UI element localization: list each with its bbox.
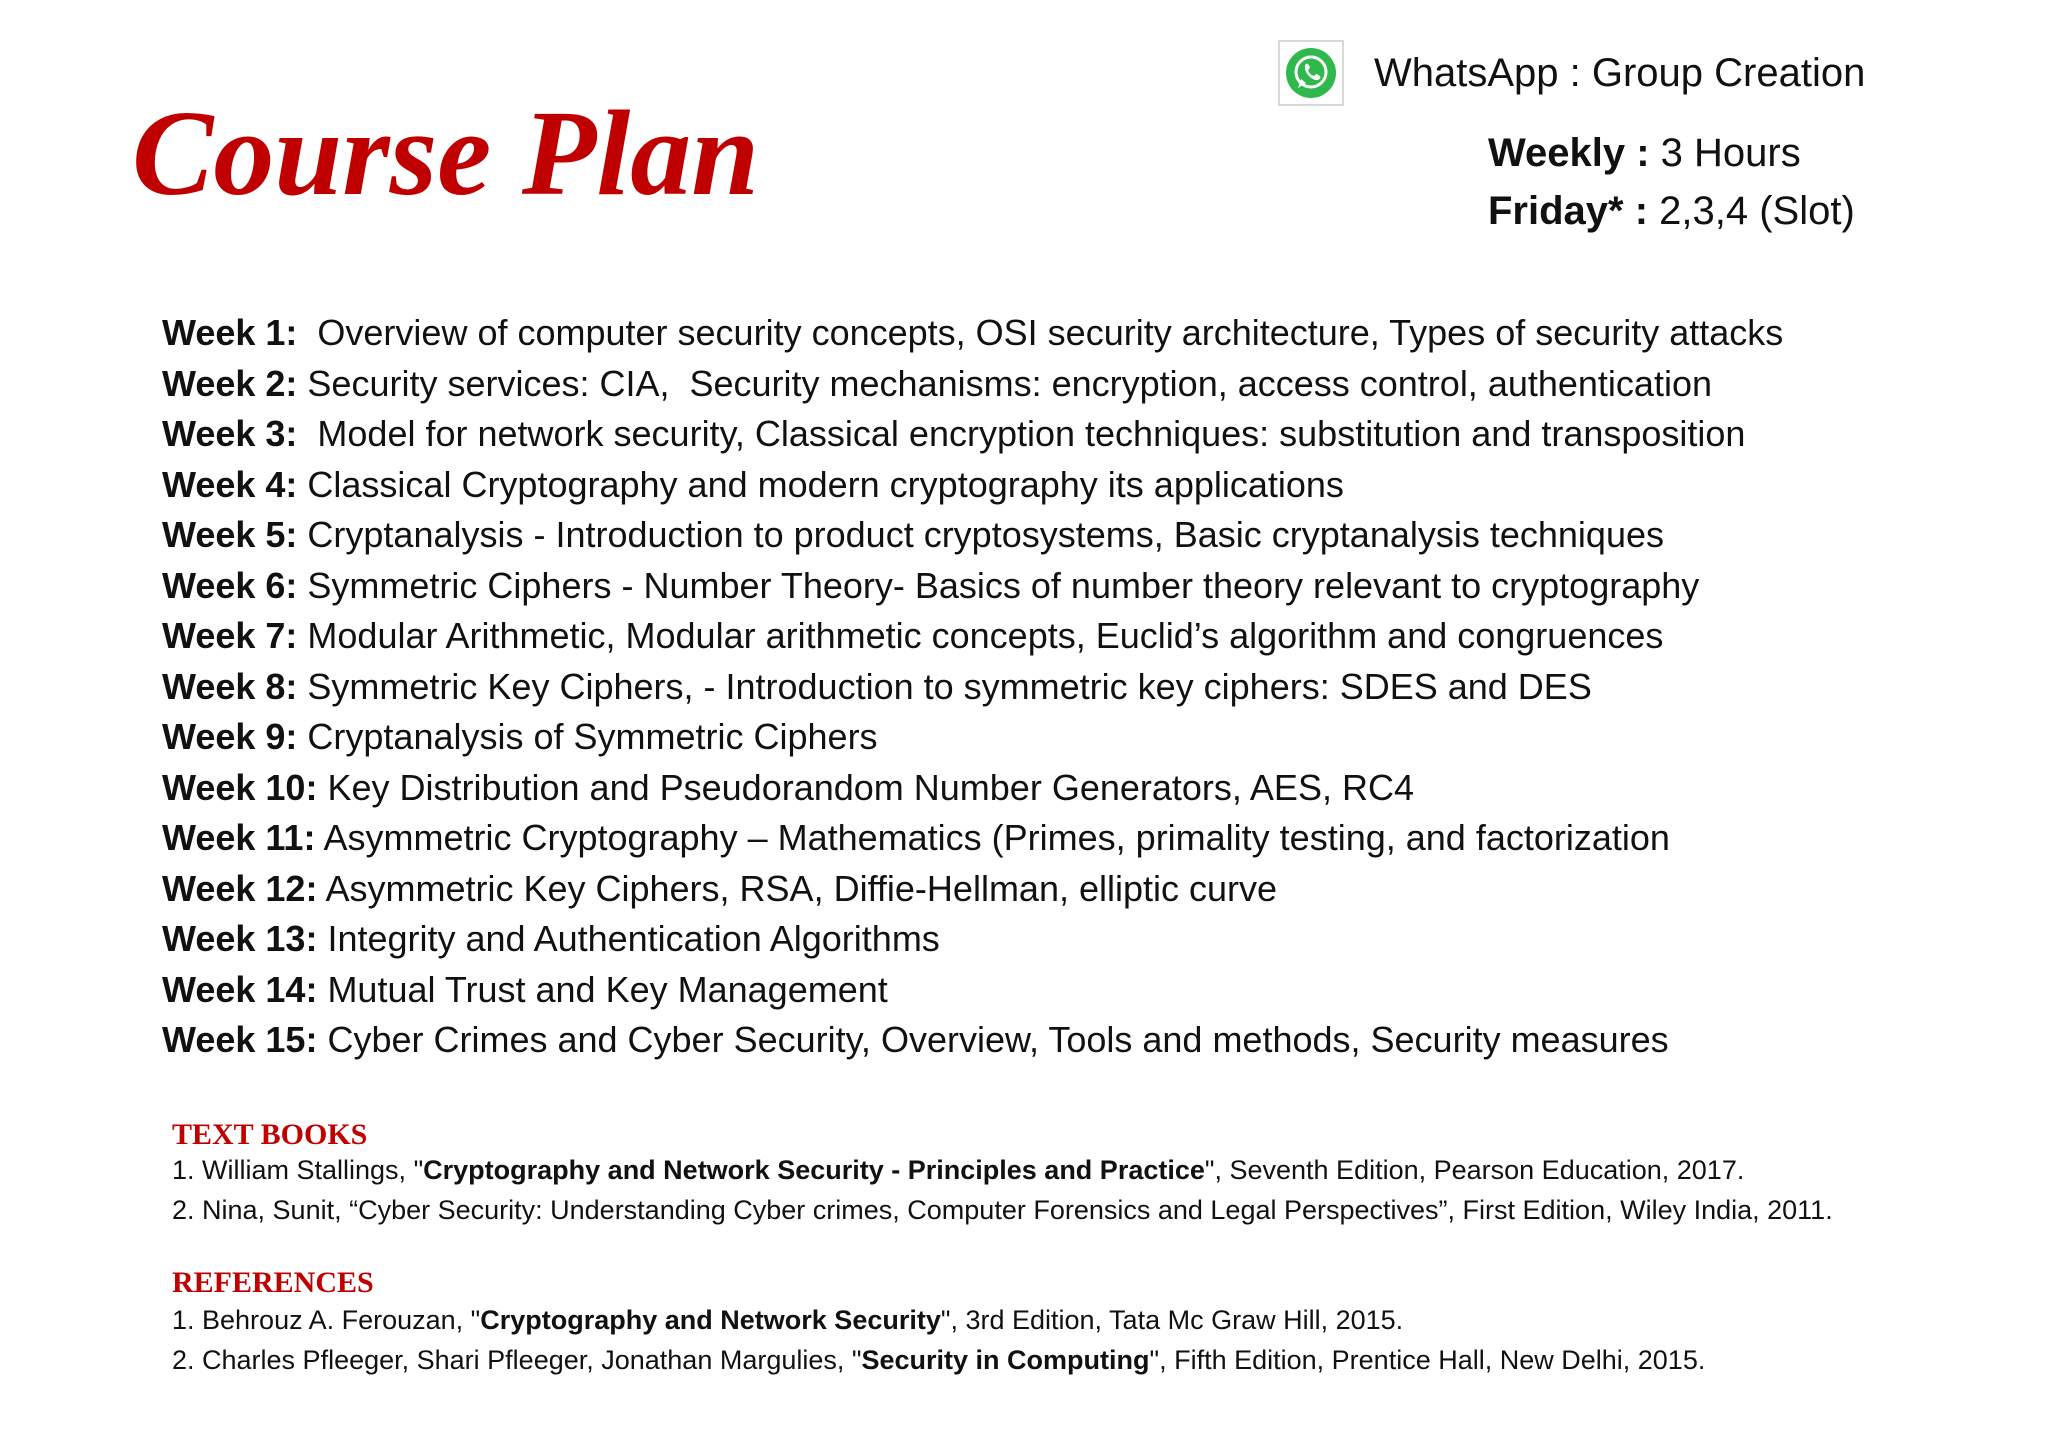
friday-label: Friday* : (1488, 189, 1649, 233)
week-topic: Mutual Trust and Key Management (317, 968, 888, 1010)
week-row (162, 864, 2022, 915)
week-row (162, 561, 2022, 612)
list-item (172, 1190, 1833, 1230)
week-topic: Asymmetric Key Ciphers, RSA, Diffie-Hellman, elliptic curve (317, 867, 1278, 909)
item-title: Cryptography and Network Security - Principles and Practice (423, 1155, 1205, 1185)
week-label: Week 3: (162, 413, 298, 454)
references-heading: REFERENCES (172, 1266, 374, 1299)
week-label: Week 15: (162, 1019, 318, 1060)
item-text: 2. Charles Pfleeger, Shari Pfleeger, Jonathan Margulies, " (172, 1345, 862, 1375)
list-item (172, 1150, 1833, 1190)
week-topic: Modular Arithmetic, Modular arithmetic concepts, Euclid’s algorithm and congruences (297, 615, 1664, 656)
list-item (172, 1340, 1705, 1380)
week-row (162, 409, 2022, 460)
week-label: Week 10: (162, 766, 318, 808)
item-text: 2. Nina, Sunit, “Cyber Security: Understanding Cyber crimes, Computer Forensics and Legal Perspectives”, First Edition, Wiley India, 2011. (172, 1195, 1833, 1225)
week-label: Week 2: (162, 362, 298, 404)
week-label: Week 4: (162, 463, 298, 505)
item-title: Cryptography and Network Security (480, 1305, 941, 1335)
week-row (162, 914, 2022, 965)
week-row (162, 308, 2022, 359)
weekly-label: Weekly : (1488, 131, 1650, 175)
week-label: Week 8: (162, 665, 298, 707)
week-row (162, 510, 2022, 561)
week-row (162, 965, 2022, 1016)
weekly-topics-list (162, 308, 2022, 1066)
week-row (162, 460, 2022, 511)
page-title: Course Plan (132, 86, 760, 221)
list-item (172, 1300, 1705, 1340)
item-text: ", 3rd Edition, Tata Mc Graw Hill, 2015. (940, 1305, 1404, 1335)
whatsapp-label: WhatsApp : Group Creation (1374, 50, 1866, 95)
week-topic: Key Distribution and Pseudorandom Number Generators, AES, RC4 (317, 766, 1414, 808)
whatsapp-group-link[interactable] (1278, 40, 1865, 106)
week-topic: Symmetric Ciphers - Number Theory- Basics of number theory relevant to cryptography (297, 564, 1700, 606)
item-text: ", Seventh Edition, Pearson Education, 2017. (1204, 1155, 1745, 1185)
week-label: Week 12: (162, 867, 318, 909)
week-label: Week 9: (162, 716, 298, 757)
week-row (162, 1015, 2022, 1066)
week-topic: Classical Cryptography and modern cryptography its applications (297, 463, 1344, 505)
week-label: Week 7: (162, 615, 298, 656)
week-topic: Overview of computer security concepts, OSI security architecture, Types of security attacks (297, 312, 1784, 353)
week-label: Week 1: (162, 312, 298, 353)
week-label: Week 5: (162, 514, 298, 555)
schedule-info (1488, 124, 1855, 240)
item-text: 1. Behrouz A. Ferouzan, " (172, 1305, 481, 1335)
item-text: ", Fifth Edition, Prentice Hall, New Delhi, 2015. (1149, 1345, 1706, 1375)
item-title: Security in Computing (861, 1345, 1150, 1375)
text-books-heading: TEXT BOOKS (172, 1118, 368, 1151)
references-list (172, 1300, 1705, 1380)
week-label: Week 11: (162, 817, 316, 858)
week-topic: Cryptanalysis - Introduction to product cryptosystems, Basic cryptanalysis techniques (297, 514, 1664, 555)
weekly-hours (1488, 124, 1855, 182)
week-row (162, 359, 2022, 410)
week-topic: Asymmetric Cryptography – Mathematics (Primes, primality testing, and factorization (315, 817, 1670, 858)
friday-value: 2,3,4 (Slot) (1648, 189, 1855, 233)
week-topic: Integrity and Authentication Algorithms (317, 918, 940, 959)
week-row (162, 662, 2022, 713)
week-label: Week 13: (162, 918, 318, 959)
weekly-value: 3 Hours (1649, 131, 1801, 175)
week-label: Week 6: (162, 564, 298, 606)
week-label: Week 14: (162, 968, 318, 1010)
week-topic: Model for network security, Classical encryption techniques: substitution and transposition (297, 413, 1746, 454)
friday-slots (1488, 182, 1855, 240)
text-books-list (172, 1150, 1833, 1230)
week-row (162, 813, 2022, 864)
week-topic: Cyber Crimes and Cyber Security, Overview, Tools and methods, Security measures (317, 1019, 1669, 1060)
whatsapp-icon (1278, 40, 1344, 106)
week-topic: Security services: CIA, Security mechanisms: encryption, access control, authentication (297, 362, 1712, 404)
week-row (162, 611, 2022, 662)
week-row (162, 763, 2022, 814)
week-topic: Cryptanalysis of Symmetric Ciphers (297, 716, 878, 757)
week-row (162, 712, 2022, 763)
item-text: 1. William Stallings, " (172, 1155, 424, 1185)
week-topic: Symmetric Key Ciphers, - Introduction to symmetric key ciphers: SDES and DES (297, 665, 1592, 707)
